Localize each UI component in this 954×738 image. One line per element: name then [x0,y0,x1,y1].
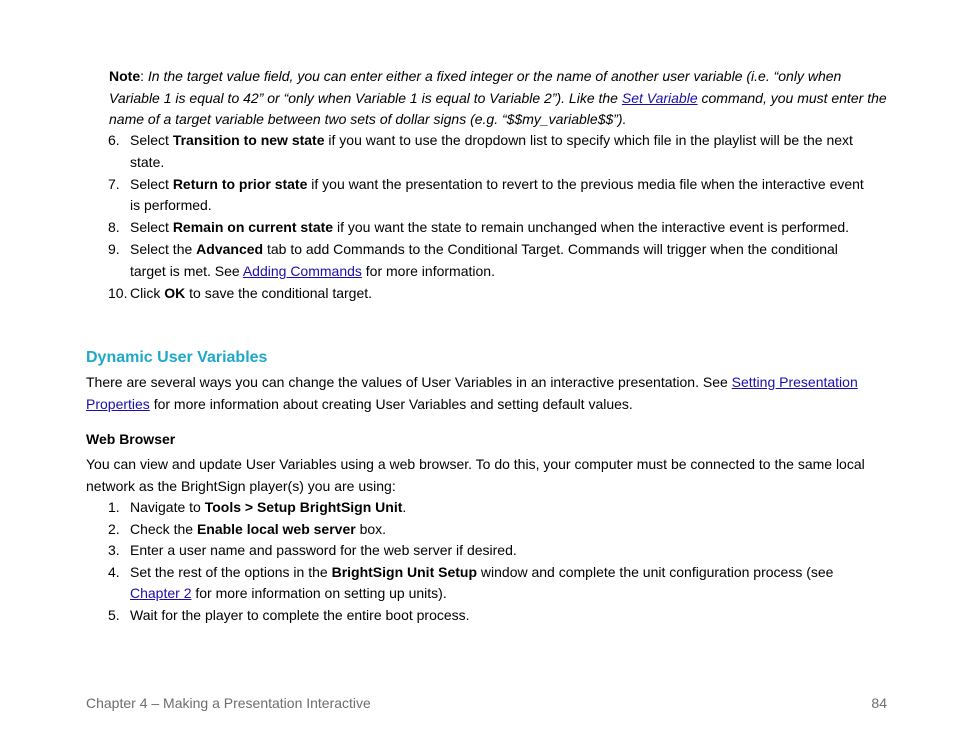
item-text: tab to add Commands to the Conditional Target. Commands will trigger when the conditional target is met. See [130,241,838,279]
note-label: Note [109,68,141,84]
item-number: 8. [108,219,120,235]
web-browser-steps [86,497,876,626]
list-item [86,239,876,282]
adding-commands-link[interactable]: Adding Commands [242,262,362,279]
note-sep: : [140,68,148,84]
item-text: Select [130,132,173,148]
item-text: Select [130,219,173,235]
note-text-2: command, you must enter the name of a target variable between two sets of dollar signs (e.g. “$$my_variable$$”). [109,89,887,127]
list-item [86,217,876,239]
footer-page-number: 84 [871,695,887,711]
intro-text: for more information about creating User Variables and setting default values. [149,396,633,412]
item-text: Wait for the player to complete the entire boot process. [130,606,470,623]
conditional-target-steps [86,130,876,305]
chapter-2-link[interactable]: Chapter 2 [130,585,192,601]
item-text: if you want the state to remain unchanged when the interactive event is performed. [333,219,850,235]
section-intro [86,371,876,415]
subsection-heading: Web Browser [86,431,176,447]
item-number: 2. [108,520,120,537]
item-text: if you want to use the dropdown list to specify which file in the playlist will be the next state. [130,132,853,170]
item-number: 6. [108,132,120,148]
section-heading: Dynamic User Variables [86,349,268,366]
list-item [86,174,876,217]
item-text: for more information. [361,262,495,279]
web-browser-paragraph: You can view and update User Variables using a web browser. To do this, your computer must be connected to the same local network as the BrightSign player(s) you are using: [86,456,865,494]
note-text-1: In the target value field, you can enter either a fixed integer or the name of another user variable (i.e. “only when Variable 1 is equal to 42” or “only when Variable 1 is equal to Variable 2”). Like the [109,68,842,106]
set-variable-link[interactable]: Set Variable [621,89,698,106]
list-item [86,519,876,541]
item-text: Enter a user name and password for the web server if desired. [130,542,517,558]
item-text: window and complete the unit configuration process (see [477,563,834,580]
item-text: Check the [130,520,197,537]
list-item [86,605,876,627]
item-bold: OK [164,284,186,301]
list-item [86,283,876,305]
item-number: 4. [108,563,120,580]
item-text: Click [130,284,165,301]
setting-presentation-properties-link[interactable]: Setting Presentation Properties [86,374,858,412]
item-text: Select [130,175,173,192]
item-bold: Remain on current state [172,219,334,235]
list-item [86,497,876,519]
item-number: 9. [108,241,120,257]
item-text: for more information on setting up units). [191,585,447,601]
item-bold: Enable local web server [196,520,356,537]
list-item [86,130,876,173]
item-number: 7. [108,175,120,192]
item-number: 5. [108,606,120,623]
item-number: 10. [108,284,128,301]
list-item [86,562,876,605]
intro-text: There are several ways you can change the values of User Variables in an interactive presentation. See [86,374,732,390]
item-bold: Transition to new state [172,132,325,148]
item-text: . [402,499,407,515]
item-text: box. [355,520,387,537]
item-bold: Advanced [196,241,264,257]
item-text: Set the rest of the options in the [130,563,332,580]
item-text: to save the conditional target. [185,284,373,301]
item-bold: Return to prior state [172,175,308,192]
item-text: Select the [130,241,197,257]
item-bold: BrightSign Unit Setup [331,563,478,580]
item-bold: Tools > Setup BrightSign Unit [204,499,403,515]
note-paragraph [109,66,889,131]
item-text: Navigate to [130,499,205,515]
footer-chapter: Chapter 4 – Making a Presentation Interactive [86,695,371,711]
item-number: 1. [108,499,120,515]
item-text: if you want the presentation to revert to the previous media file when the interactive event is performed. [130,175,864,213]
list-item [86,540,876,562]
item-number: 3. [108,542,120,558]
